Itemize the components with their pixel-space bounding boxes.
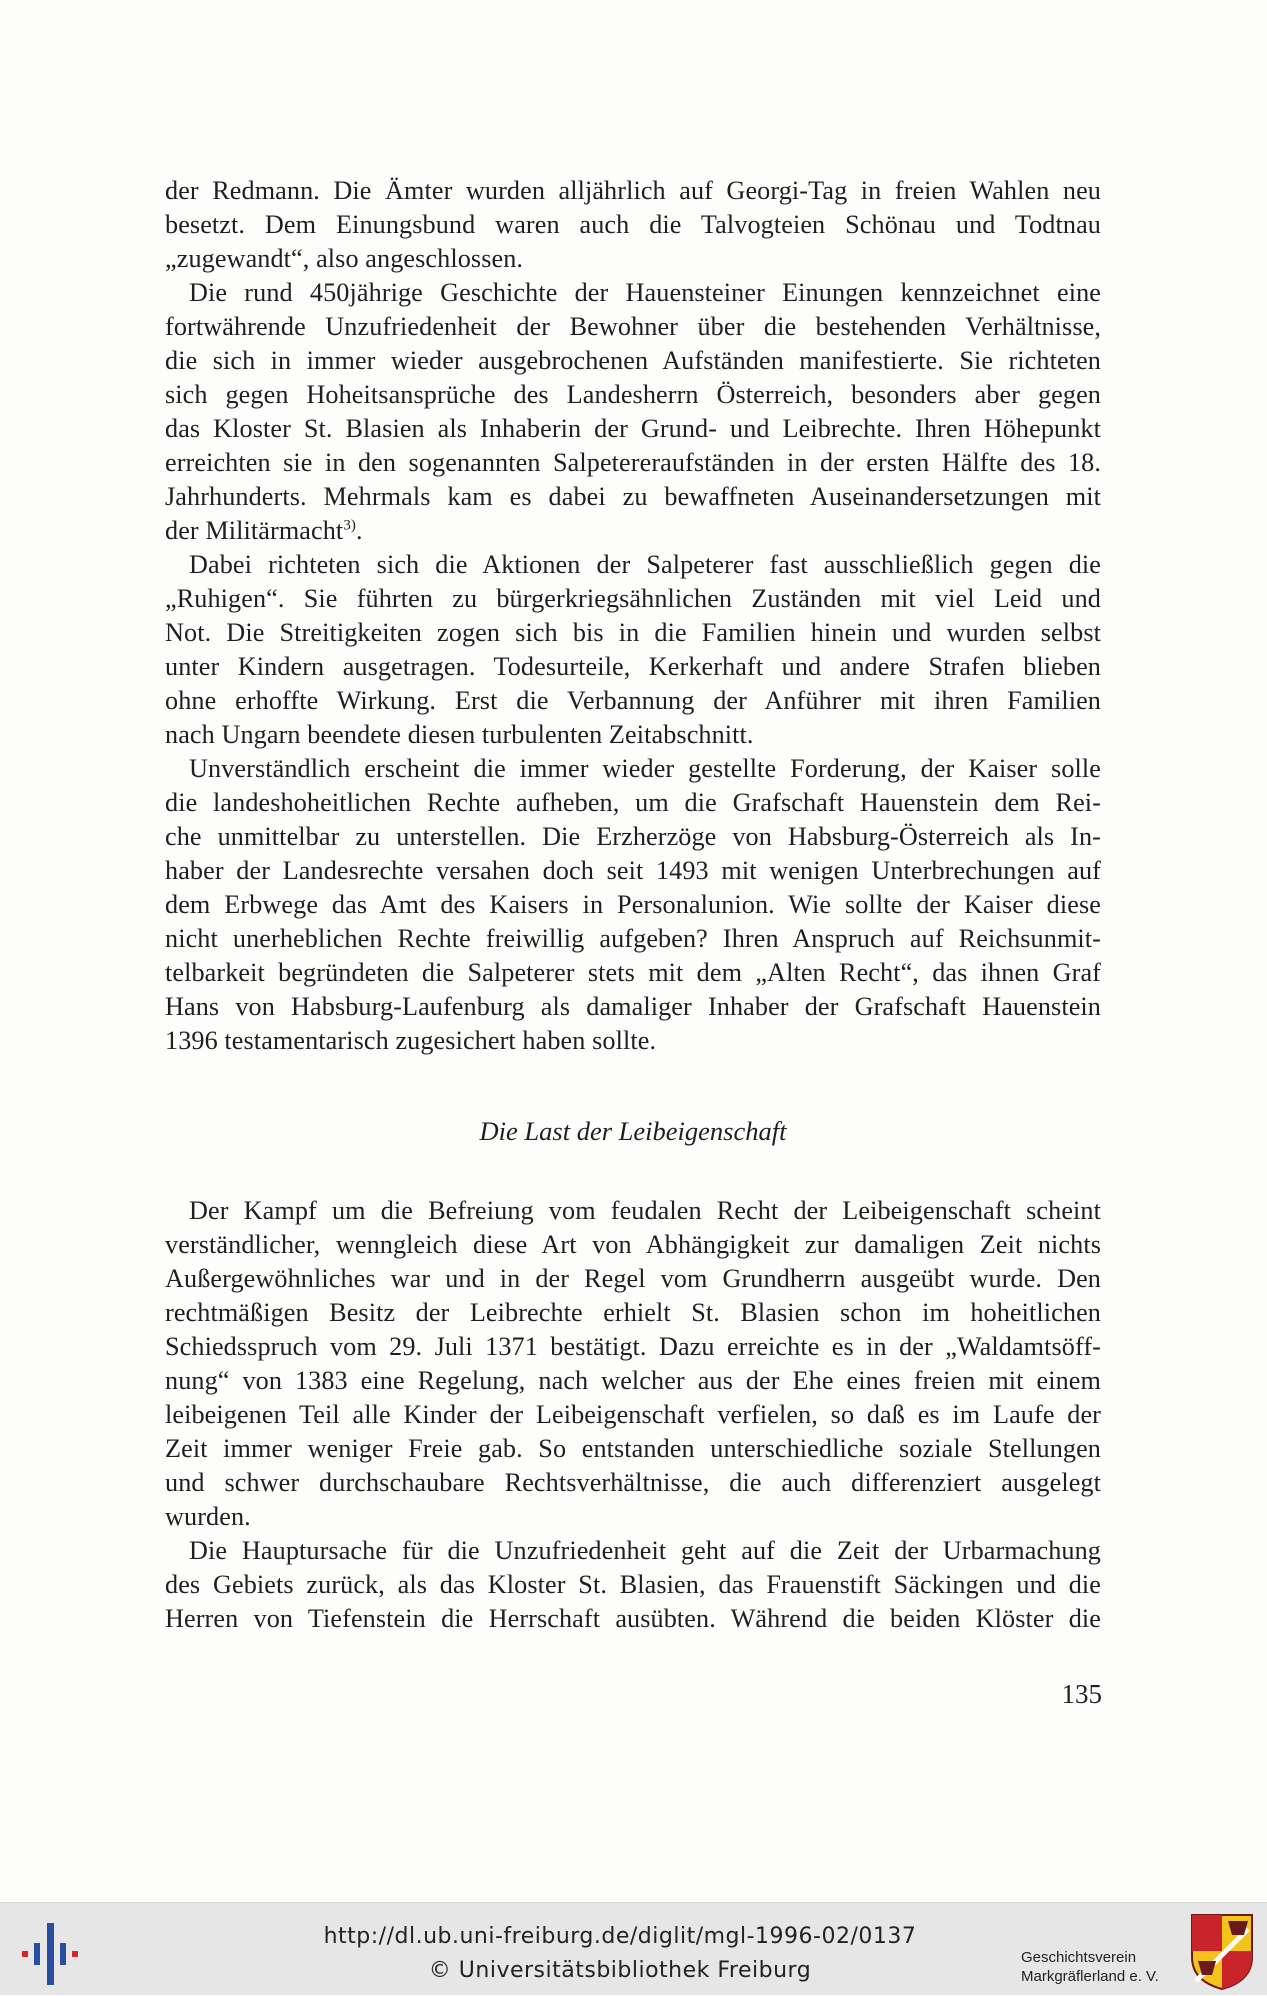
spacer (165, 1058, 1101, 1114)
text-line: haber der Landesrechte versahen doch seit 1493 mit wenigen Unterbrechungen auf (165, 856, 1101, 885)
text-line: leibeigenen Teil alle Kinder der Leibeigenschaft verfielen, so daß es im Laufe der (165, 1400, 1101, 1429)
text-line: Unverständlich erscheint die immer wieder gestellte Forderung, der Kaiser solle (189, 754, 1101, 783)
text-line: unter Kindern ausgetragen. Todesurteile, Kerkerhaft und andere Strafen blieben (165, 652, 1101, 681)
paragraph (165, 276, 1101, 548)
text-line: telbarkeit begründeten die Salpeterer stets mit dem „Alten Recht“, das ihnen Graf (165, 958, 1101, 987)
text-line: fortwährende Unzufriedenheit der Bewohner über die bestehenden Verhältnisse, (165, 312, 1101, 341)
section-heading: Die Last der Leibeigenschaft (479, 1116, 787, 1146)
text-line: nicht unerheblichen Rechte freiwillig aufgeben? Ihren Anspruch auf Reichsunmit- (165, 924, 1101, 953)
text-line: Hans von Habsburg-Laufenburg als damaliger Inhaber der Grafschaft Hauenstein (165, 992, 1101, 1021)
spacer (165, 1148, 1101, 1194)
text-line: verständlicher, wenngleich diese Art von Abhängigkeit zur damaligen Zeit nichts (165, 1230, 1101, 1259)
text-line: das Kloster St. Blasien als Inhaberin der Grund- und Leibrechte. Ihren Höhepunkt (165, 414, 1101, 443)
paragraph (165, 1194, 1101, 1534)
text-line: Außergewöhnliches war und in der Regel vom Grundherrn ausgeübt wurde. Den (165, 1264, 1101, 1293)
text-line: besetzt. Dem Einungsbund waren auch die Talvogteien Schönau und Todtnau (165, 210, 1101, 239)
text-fragment: . (356, 516, 363, 545)
ub-freiburg-logo-icon[interactable] (14, 1913, 86, 1989)
text-line: Zeit immer weniger Freie gab. So entstanden unterschiedliche soziale Stellungen (165, 1434, 1101, 1463)
society-name-line: Geschichtsverein (1021, 1949, 1137, 1966)
text-line (165, 514, 1101, 548)
text-line: ohne erhoffte Wirkung. Erst die Verbannung der Anführer mit ihren Familien (165, 686, 1101, 715)
text-line: 1396 testamentarisch zugesichert haben sollte. (165, 1026, 657, 1055)
text-line: der Redmann. Die Ämter wurden alljährlich auf Georgi-Tag in freien Wahlen neu (165, 176, 1101, 205)
text-fragment: der Militärmacht (165, 516, 344, 545)
text-line: nach Ungarn beendete diesen turbulenten Zeitabschnitt. (165, 720, 754, 749)
text-line: die landeshoheitlichen Rechte aufheben, um die Grafschaft Hauenstein dem Rei- (165, 788, 1101, 817)
text-line: „Ruhigen“. Sie führten zu bürgerkriegsähnlichen Zuständen mit viel Leid und (165, 584, 1101, 613)
page-number: 135 (1061, 1679, 1102, 1709)
text-line: che unmittelbar zu unterstellen. Die Erzherzöge von Habsburg-Österreich als In- (165, 822, 1101, 851)
text-line: die sich in immer wieder ausgebrochenen Aufständen manifestierte. Sie richteten (165, 346, 1101, 375)
text-line: Schiedsspruch vom 29. Juli 1371 bestätigt. Dazu erreichte es in der „Waldamtsöff- (165, 1332, 1101, 1361)
crest-icon[interactable] (1188, 1911, 1256, 1991)
text-line: Dabei richteten sich die Aktionen der Salpeterer fast ausschließlich gegen die (189, 550, 1101, 579)
text-line: Not. Die Streitigkeiten zogen sich bis in die Familien hinein und wurden selbst (165, 618, 1101, 647)
text-line: und schwer durchschaubare Rechtsverhältnisse, die auch differenziert ausgelegt (165, 1468, 1101, 1497)
text-line: Der Kampf um die Befreiung vom feudalen Recht der Leibeigenschaft scheint (189, 1196, 1101, 1225)
paragraph (165, 1534, 1101, 1636)
text-line: erreichten sie in den sogenannten Salpetereraufständen in der ersten Hälfte des 18. (165, 448, 1101, 477)
society-name (1021, 1948, 1181, 1986)
text-line: dem Erbwege das Amt des Kaisers in Personalunion. Wie sollte der Kaiser diese (165, 890, 1101, 919)
text-line: rechtmäßigen Besitz der Leibrechte erhielt St. Blasien schon im hoheitlichen (165, 1298, 1101, 1327)
paragraph (165, 752, 1101, 1058)
text-line: Jahrhunderts. Mehrmals kam es dabei zu bewaffneten Auseinandersetzungen mit (165, 482, 1101, 511)
text-line: wurden. (165, 1502, 251, 1531)
paragraph (165, 548, 1101, 752)
text-line: des Gebiets zurück, als das Kloster St. Blasien, das Frauenstift Säckingen und die (165, 1570, 1101, 1599)
footnote-marker: 3) (343, 517, 357, 534)
footer-bar (0, 1902, 1267, 1995)
text-line: Die Hauptursache für die Unzufriedenheit geht auf die Zeit der Urbarmachung (189, 1536, 1101, 1565)
source-url-link[interactable]: http://dl.ub.uni-freiburg.de/diglit/mgl-1996-02/0137 (323, 1924, 917, 1949)
body-text (165, 174, 1101, 1636)
text-line: „zugewandt“, also angeschlossen. (165, 244, 524, 273)
paragraph (165, 174, 1101, 276)
text-line: nung“ von 1383 eine Regelung, nach welcher aus der Ehe eines freien mit einem (165, 1366, 1101, 1395)
text-line: Die rund 450jährige Geschichte der Hauensteiner Einungen kennzeichnet eine (189, 278, 1101, 307)
text-line: Herren von Tiefenstein die Herrschaft ausübten. Während die beiden Klöster die (165, 1604, 1101, 1633)
copyright-notice: © Universitätsbibliothek Freiburg (428, 1958, 812, 1983)
text-line: sich gegen Hoheitsansprüche des Landesherrn Österreich, besonders aber gegen (165, 380, 1101, 409)
society-name-line: Markgräflerland e. V. (1021, 1968, 1159, 1985)
